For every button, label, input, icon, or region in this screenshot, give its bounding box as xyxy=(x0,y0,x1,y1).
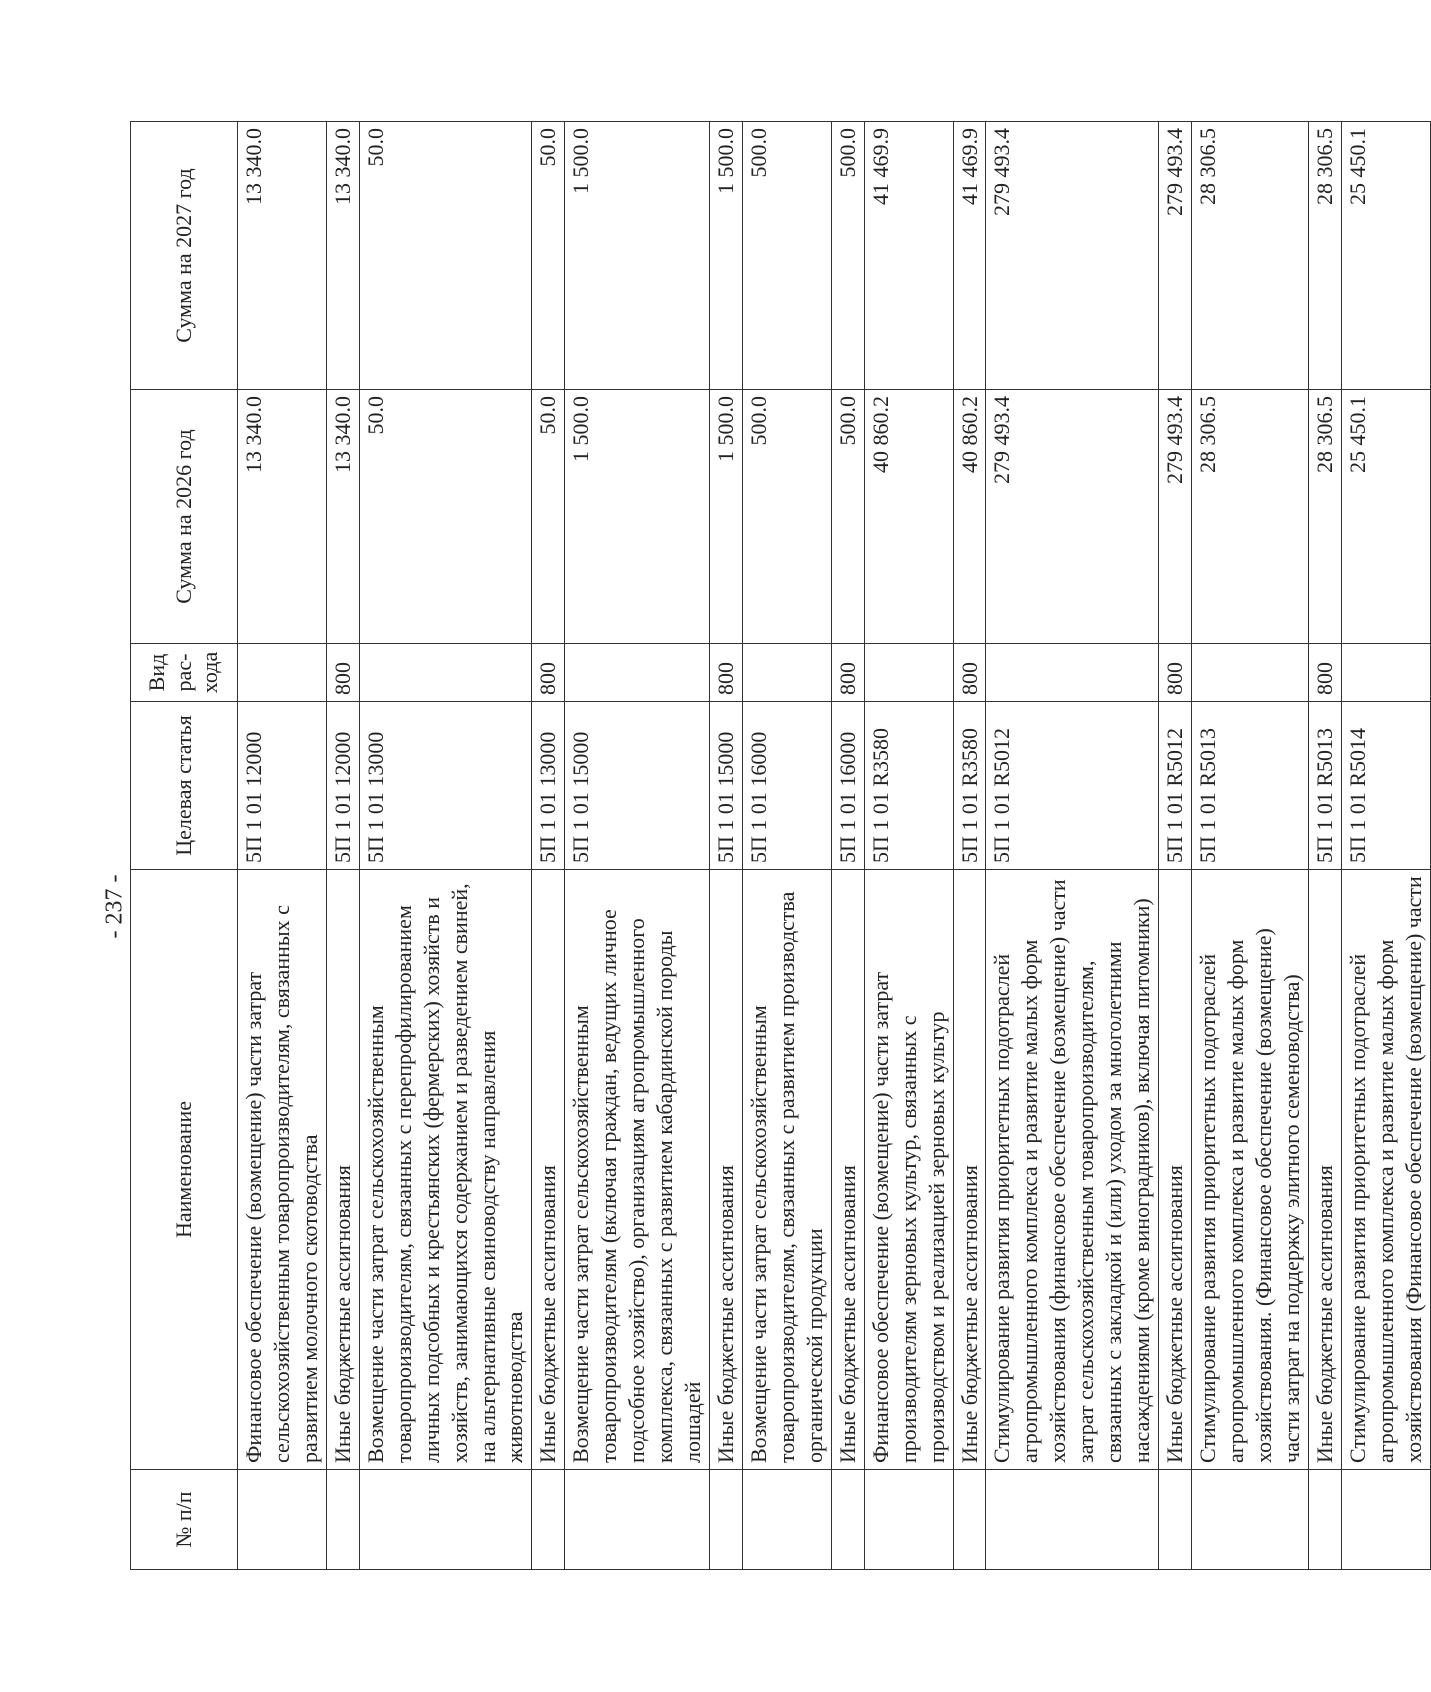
cell-sum-2026: 500.0 xyxy=(742,390,831,644)
cell-sum-2026: 25 450.1 xyxy=(1341,390,1430,644)
cell-expense-type xyxy=(742,644,831,702)
cell-expense-type: 800 xyxy=(710,644,743,702)
cell-sum-2027: 500.0 xyxy=(831,122,864,390)
table-header-row xyxy=(131,122,238,1570)
cell-sum-2026: 279 493.4 xyxy=(1159,390,1192,644)
cell-name: Стимулирование развития приоритетных подотраслей агропромышленного комплекса и развитие малых форм хозяйствования. (Финансовое обеспечение (возмещение) части затрат на поддержку элитного семеноводства) xyxy=(1192,870,1309,1470)
cell-sum-2026: 279 493.4 xyxy=(986,390,1159,644)
cell-sum-2026: 40 860.2 xyxy=(864,390,953,644)
cell-expense-type xyxy=(986,644,1159,702)
cell-name: Иные бюджетные ассигнования xyxy=(1159,870,1192,1470)
cell-name: Возмещение части затрат сельскохозяйственным товаропроизводителям (включая граждан, ведущих личное подсобное хозяйство), организациям агропромышленного комплекса, связанных с развитием кабардинской породы лошадей xyxy=(565,870,710,1470)
table-row xyxy=(864,122,953,1570)
table-row xyxy=(238,122,327,1570)
cell-target-article: 5П 1 01 15000 xyxy=(565,702,710,870)
table-row xyxy=(831,122,864,1570)
cell-expense-type: 800 xyxy=(953,644,986,702)
cell-target-article: 5П 1 01 12000 xyxy=(238,702,327,870)
cell-expense-type: 800 xyxy=(1159,644,1192,702)
cell-name: Стимулирование развития приоритетных подотраслей агропромышленного комплекса и развитие малых форм хозяйствования (финансовое обеспечение (возмещение) части затрат сельскохозяйственным товаропроизводителям, связанных с закладкой и (или) уходом за многолетними насаждениями (кроме виноградников), включая питомники) xyxy=(986,870,1159,1470)
cell-target-article: 5П 1 01 16000 xyxy=(831,702,864,870)
cell-number xyxy=(238,1470,327,1570)
cell-expense-type: 800 xyxy=(831,644,864,702)
cell-name: Иные бюджетные ассигнования xyxy=(710,870,743,1470)
page-number: - 237 - xyxy=(101,874,128,938)
cell-sum-2027: 50.0 xyxy=(359,122,532,390)
cell-sum-2026: 1 500.0 xyxy=(710,390,743,644)
table-row xyxy=(1341,122,1430,1570)
cell-expense-type xyxy=(565,644,710,702)
cell-number xyxy=(1192,1470,1309,1570)
cell-sum-2027: 1 500.0 xyxy=(565,122,710,390)
cell-number xyxy=(831,1470,864,1570)
table-row xyxy=(532,122,565,1570)
cell-number xyxy=(1308,1470,1341,1570)
cell-sum-2027: 500.0 xyxy=(742,122,831,390)
cell-target-article: 5П 1 01 R5013 xyxy=(1308,702,1341,870)
cell-name: Возмещение части затрат сельскохозяйственным товаропроизводителям, связанных с развитием производства органической продукции xyxy=(742,870,831,1470)
cell-expense-type xyxy=(1341,644,1430,702)
cell-sum-2026: 50.0 xyxy=(532,390,565,644)
header-name: Наименование xyxy=(131,870,238,1470)
cell-sum-2027: 279 493.4 xyxy=(1159,122,1192,390)
cell-sum-2027: 279 493.4 xyxy=(986,122,1159,390)
cell-sum-2026: 13 340.0 xyxy=(326,390,359,644)
cell-expense-type xyxy=(1192,644,1309,702)
cell-expense-type: 800 xyxy=(532,644,565,702)
header-expense-type: Вид рас-хода xyxy=(131,644,238,702)
cell-sum-2026: 500.0 xyxy=(831,390,864,644)
cell-target-article: 5П 1 01 R5012 xyxy=(986,702,1159,870)
cell-target-article: 5П 1 01 R5013 xyxy=(1192,702,1309,870)
cell-sum-2027: 1 500.0 xyxy=(710,122,743,390)
cell-name: Иные бюджетные ассигнования xyxy=(831,870,864,1470)
cell-number xyxy=(326,1470,359,1570)
cell-target-article: 5П 1 01 16000 xyxy=(742,702,831,870)
cell-sum-2026: 13 340.0 xyxy=(238,390,327,644)
cell-sum-2026: 40 860.2 xyxy=(953,390,986,644)
table-row xyxy=(359,122,532,1570)
table-body xyxy=(238,122,1431,1570)
header-sum-2027: Сумма на 2027 год xyxy=(131,122,238,390)
table-row xyxy=(1308,122,1341,1570)
cell-expense-type xyxy=(238,644,327,702)
cell-target-article: 5П 1 01 13000 xyxy=(532,702,565,870)
cell-expense-type xyxy=(359,644,532,702)
cell-number xyxy=(359,1470,532,1570)
cell-target-article: 5П 1 01 12000 xyxy=(326,702,359,870)
table-row xyxy=(710,122,743,1570)
cell-sum-2027: 28 306.5 xyxy=(1308,122,1341,390)
cell-sum-2026: 28 306.5 xyxy=(1192,390,1309,644)
cell-name: Иные бюджетные ассигнования xyxy=(326,870,359,1470)
cell-sum-2026: 1 500.0 xyxy=(565,390,710,644)
cell-target-article: 5П 1 01 R3580 xyxy=(953,702,986,870)
cell-sum-2027: 25 450.1 xyxy=(1341,122,1430,390)
cell-number xyxy=(953,1470,986,1570)
cell-number xyxy=(1159,1470,1192,1570)
cell-target-article: 5П 1 01 R5014 xyxy=(1341,702,1430,870)
table-row xyxy=(565,122,710,1570)
cell-expense-type: 800 xyxy=(1308,644,1341,702)
cell-name: Возмещение части затрат сельскохозяйственным товаропроизводителям, связанных с перепрофилированием личных подсобных и крестьянских (фермерских) хозяйств и хозяйств, занимающихся содержанием и разведением свиней, на альтернативные свиноводству направления животноводства xyxy=(359,870,532,1470)
cell-expense-type: 800 xyxy=(326,644,359,702)
cell-sum-2026: 50.0 xyxy=(359,390,532,644)
cell-name: Иные бюджетные ассигнования xyxy=(532,870,565,1470)
cell-number xyxy=(565,1470,710,1570)
budget-table xyxy=(130,121,1431,1570)
table-row xyxy=(326,122,359,1570)
cell-target-article: 5П 1 01 R3580 xyxy=(864,702,953,870)
cell-number xyxy=(742,1470,831,1570)
page-number-box xyxy=(100,846,130,966)
cell-name: Иные бюджетные ассигнования xyxy=(953,870,986,1470)
cell-number xyxy=(864,1470,953,1570)
table-row xyxy=(1192,122,1309,1570)
cell-name: Стимулирование развития приоритетных подотраслей агропромышленного комплекса и развитие малых форм хозяйствования (Финансовое обеспечение (возмещение) части xyxy=(1341,870,1430,1470)
cell-sum-2026: 28 306.5 xyxy=(1308,390,1341,644)
cell-number xyxy=(532,1470,565,1570)
cell-sum-2027: 41 469.9 xyxy=(864,122,953,390)
table-row xyxy=(953,122,986,1570)
cell-name: Финансовое обеспечение (возмещение) части затрат производителям зерновых культур, связанных с производством и реализацией зерновых культур xyxy=(864,870,953,1470)
cell-number xyxy=(1341,1470,1430,1570)
cell-sum-2027: 13 340.0 xyxy=(326,122,359,390)
cell-target-article: 5П 1 01 15000 xyxy=(710,702,743,870)
table-row xyxy=(986,122,1159,1570)
cell-number xyxy=(986,1470,1159,1570)
cell-sum-2027: 13 340.0 xyxy=(238,122,327,390)
cell-target-article: 5П 1 01 R5012 xyxy=(1159,702,1192,870)
table-row xyxy=(1159,122,1192,1570)
cell-name: Иные бюджетные ассигнования xyxy=(1308,870,1341,1470)
header-sum-2026: Сумма на 2026 год xyxy=(131,390,238,644)
cell-sum-2027: 50.0 xyxy=(532,122,565,390)
cell-number xyxy=(710,1470,743,1570)
cell-expense-type xyxy=(864,644,953,702)
budget-table-container xyxy=(130,122,1426,1570)
cell-target-article: 5П 1 01 13000 xyxy=(359,702,532,870)
table-row xyxy=(742,122,831,1570)
cell-sum-2027: 41 469.9 xyxy=(953,122,986,390)
header-target-article: Целевая статья xyxy=(131,702,238,870)
cell-sum-2027: 28 306.5 xyxy=(1192,122,1309,390)
header-number: № п/п xyxy=(131,1470,238,1570)
cell-name: Финансовое обеспечение (возмещение) части затрат сельскохозяйственным товаропроизводителям, связанных с развитием молочного скотоводства xyxy=(238,870,327,1470)
